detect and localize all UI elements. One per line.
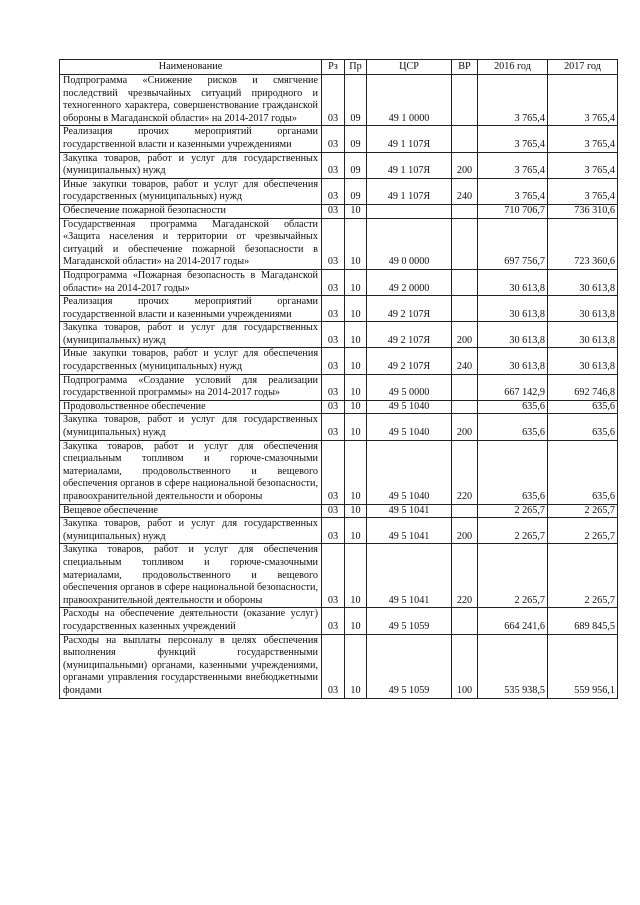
cell-csr: 49 5 1059: [367, 634, 452, 698]
cell-name: Подпрограмма «Создание условий для реализации государственной программы» на 2014-2017 годы»: [60, 374, 322, 400]
cell-y2016: 30 613,8: [478, 269, 548, 295]
cell-rz: 03: [322, 269, 345, 295]
cell-csr: 49 5 1041: [367, 544, 452, 608]
cell-y2016: 30 613,8: [478, 322, 548, 348]
cell-pr: 10: [345, 504, 367, 518]
cell-vr: 240: [452, 348, 478, 374]
cell-pr: 10: [345, 218, 367, 269]
cell-name: Вещевое обеспечение: [60, 504, 322, 518]
header-name: Наименование: [60, 60, 322, 75]
cell-y2016: 635,6: [478, 414, 548, 440]
cell-vr: 240: [452, 178, 478, 204]
header-2016: 2016 год: [478, 60, 548, 75]
cell-csr: 49 5 1040: [367, 400, 452, 414]
cell-name: Закупка товаров, работ и услуг для государственных (муниципальных) нужд: [60, 152, 322, 178]
cell-name: Обеспечение пожарной безопасности: [60, 204, 322, 218]
cell-y2017: 30 613,8: [548, 269, 618, 295]
table-row: [60, 152, 618, 178]
cell-y2017: 3 765,4: [548, 152, 618, 178]
cell-name: Подпрограмма «Пожарная безопасность в Магаданской области» на 2014-2017 годы»: [60, 269, 322, 295]
table-row: [60, 634, 618, 698]
cell-y2016: 3 765,4: [478, 75, 548, 126]
cell-vr: [452, 374, 478, 400]
cell-y2017: 723 360,6: [548, 218, 618, 269]
cell-pr: 10: [345, 440, 367, 504]
cell-y2016: 2 265,7: [478, 544, 548, 608]
cell-vr: [452, 126, 478, 152]
cell-csr: 49 2 0000: [367, 269, 452, 295]
cell-y2017: 635,6: [548, 414, 618, 440]
cell-y2016: 664 241,6: [478, 608, 548, 634]
cell-name: Закупка товаров, работ и услуг для обеспечения специальным топливом и горюче-смазочными материалами, продовольственного и вещевого обеспечения органов в сфере национальной безопасности, правоохранительной деятельности и обороны: [60, 544, 322, 608]
cell-csr: 49 5 1040: [367, 414, 452, 440]
table-row: [60, 400, 618, 414]
cell-csr: 49 5 0000: [367, 374, 452, 400]
cell-csr: [367, 204, 452, 218]
table-row: [60, 440, 618, 504]
cell-y2017: 692 746,8: [548, 374, 618, 400]
cell-name: Реализация прочих мероприятий органами государственной власти и казенными учреждениями: [60, 126, 322, 152]
table-row: [60, 544, 618, 608]
cell-vr: [452, 400, 478, 414]
cell-pr: 10: [345, 634, 367, 698]
table-row: [60, 218, 618, 269]
table-row: [60, 178, 618, 204]
cell-csr: 49 5 1059: [367, 608, 452, 634]
cell-rz: 03: [322, 374, 345, 400]
cell-rz: 03: [322, 296, 345, 322]
cell-y2017: 2 265,7: [548, 504, 618, 518]
cell-y2016: 3 765,4: [478, 126, 548, 152]
cell-y2016: 535 938,5: [478, 634, 548, 698]
cell-rz: 03: [322, 348, 345, 374]
cell-vr: 220: [452, 440, 478, 504]
budget-table: [59, 59, 618, 699]
cell-y2016: 30 613,8: [478, 348, 548, 374]
cell-name: Расходы на обеспечение деятельности (оказание услуг) государственных казенных учреждений: [60, 608, 322, 634]
cell-rz: 03: [322, 608, 345, 634]
cell-pr: 10: [345, 269, 367, 295]
cell-vr: [452, 269, 478, 295]
cell-pr: 10: [345, 608, 367, 634]
cell-vr: [452, 296, 478, 322]
header-rz: Рз: [322, 60, 345, 75]
table-row: [60, 296, 618, 322]
cell-y2017: 559 956,1: [548, 634, 618, 698]
cell-y2017: 689 845,5: [548, 608, 618, 634]
cell-pr: 10: [345, 322, 367, 348]
cell-pr: 09: [345, 178, 367, 204]
cell-name: Иные закупки товаров, работ и услуг для обеспечения государственных (муниципальных) нужд: [60, 348, 322, 374]
cell-vr: 200: [452, 152, 478, 178]
cell-pr: 10: [345, 348, 367, 374]
cell-pr: 10: [345, 296, 367, 322]
cell-pr: 09: [345, 152, 367, 178]
cell-y2016: 710 706,7: [478, 204, 548, 218]
cell-pr: 10: [345, 414, 367, 440]
header-vr: ВР: [452, 60, 478, 75]
cell-rz: 03: [322, 218, 345, 269]
cell-csr: 49 2 107Я: [367, 348, 452, 374]
cell-csr: 49 5 1040: [367, 440, 452, 504]
cell-pr: 10: [345, 204, 367, 218]
cell-rz: 03: [322, 400, 345, 414]
cell-name: Закупка товаров, работ и услуг для государственных (муниципальных) нужд: [60, 414, 322, 440]
cell-vr: 200: [452, 518, 478, 544]
cell-rz: 03: [322, 518, 345, 544]
cell-y2017: 635,6: [548, 440, 618, 504]
table-row: [60, 608, 618, 634]
table-row: [60, 126, 618, 152]
cell-vr: 200: [452, 414, 478, 440]
cell-name: Государственная программа Магаданской области «Защита населения и территории от чрезвычайных ситуаций и обеспечение пожарной безопасности в Магаданской области» на 2014-2017 годы»: [60, 218, 322, 269]
cell-name: Подпрограмма «Снижение рисков и смягчение последствий чрезвычайных ситуаций природного и техногенного характера, совершенствование гражданской обороны в Магаданской области» на 2014-2017 годы»: [60, 75, 322, 126]
cell-y2017: 30 613,8: [548, 322, 618, 348]
cell-csr: 49 5 1041: [367, 504, 452, 518]
header-csr: ЦСР: [367, 60, 452, 75]
cell-y2017: 3 765,4: [548, 75, 618, 126]
cell-y2017: 2 265,7: [548, 518, 618, 544]
cell-vr: [452, 608, 478, 634]
cell-pr: 10: [345, 400, 367, 414]
cell-y2016: 667 142,9: [478, 374, 548, 400]
table-row: [60, 348, 618, 374]
cell-y2016: 697 756,7: [478, 218, 548, 269]
cell-vr: [452, 504, 478, 518]
table-row: [60, 269, 618, 295]
header-pr: Пр: [345, 60, 367, 75]
cell-y2017: 3 765,4: [548, 126, 618, 152]
cell-rz: 03: [322, 204, 345, 218]
cell-pr: 09: [345, 126, 367, 152]
cell-csr: 49 5 1041: [367, 518, 452, 544]
cell-pr: 10: [345, 518, 367, 544]
cell-y2017: 736 310,6: [548, 204, 618, 218]
cell-rz: 03: [322, 75, 345, 126]
cell-y2016: 2 265,7: [478, 504, 548, 518]
table-header-row: [60, 60, 618, 75]
cell-name: Продовольственное обеспечение: [60, 400, 322, 414]
cell-rz: 03: [322, 440, 345, 504]
cell-vr: 100: [452, 634, 478, 698]
cell-rz: 03: [322, 178, 345, 204]
table-row: [60, 504, 618, 518]
cell-csr: 49 1 0000: [367, 75, 452, 126]
cell-name: Реализация прочих мероприятий органами государственной власти и казенными учреждениями: [60, 296, 322, 322]
cell-pr: 10: [345, 374, 367, 400]
cell-csr: 49 1 107Я: [367, 152, 452, 178]
table-row: [60, 75, 618, 126]
cell-y2017: 635,6: [548, 400, 618, 414]
cell-rz: 03: [322, 634, 345, 698]
cell-csr: 49 1 107Я: [367, 178, 452, 204]
cell-y2016: 2 265,7: [478, 518, 548, 544]
cell-name: Расходы на выплаты персоналу в целях обеспечения выполнения функций государственными (муниципальными) органами, казенными учреждениями, органами управления государственными внебюджетными фондами: [60, 634, 322, 698]
cell-y2017: 2 265,7: [548, 544, 618, 608]
cell-y2017: 30 613,8: [548, 296, 618, 322]
cell-y2016: 635,6: [478, 440, 548, 504]
cell-name: Закупка товаров, работ и услуг для обеспечения специальным топливом и горюче-смазочными материалами, продовольственного и вещевого обеспечения органов в сфере национальной безопасности, правоохранительной деятельности и обороны: [60, 440, 322, 504]
cell-csr: 49 1 107Я: [367, 126, 452, 152]
table-row: [60, 374, 618, 400]
cell-name: Закупка товаров, работ и услуг для государственных (муниципальных) нужд: [60, 518, 322, 544]
cell-y2016: 3 765,4: [478, 178, 548, 204]
cell-y2017: 3 765,4: [548, 178, 618, 204]
cell-csr: 49 2 107Я: [367, 322, 452, 348]
table-row: [60, 414, 618, 440]
cell-rz: 03: [322, 504, 345, 518]
cell-name: Закупка товаров, работ и услуг для государственных (муниципальных) нужд: [60, 322, 322, 348]
cell-rz: 03: [322, 126, 345, 152]
cell-rz: 03: [322, 152, 345, 178]
cell-pr: 09: [345, 75, 367, 126]
table-row: [60, 204, 618, 218]
cell-vr: 220: [452, 544, 478, 608]
header-2017: 2017 год: [548, 60, 618, 75]
cell-rz: 03: [322, 414, 345, 440]
table-row: [60, 322, 618, 348]
cell-rz: 03: [322, 544, 345, 608]
cell-name: Иные закупки товаров, работ и услуг для обеспечения государственных (муниципальных) нужд: [60, 178, 322, 204]
cell-y2016: 3 765,4: [478, 152, 548, 178]
cell-vr: [452, 204, 478, 218]
cell-y2017: 30 613,8: [548, 348, 618, 374]
cell-rz: 03: [322, 322, 345, 348]
cell-y2016: 30 613,8: [478, 296, 548, 322]
cell-y2016: 635,6: [478, 400, 548, 414]
cell-csr: 49 2 107Я: [367, 296, 452, 322]
cell-vr: [452, 218, 478, 269]
cell-vr: 200: [452, 322, 478, 348]
cell-pr: 10: [345, 544, 367, 608]
cell-vr: [452, 75, 478, 126]
cell-csr: 49 0 0000: [367, 218, 452, 269]
table-row: [60, 518, 618, 544]
